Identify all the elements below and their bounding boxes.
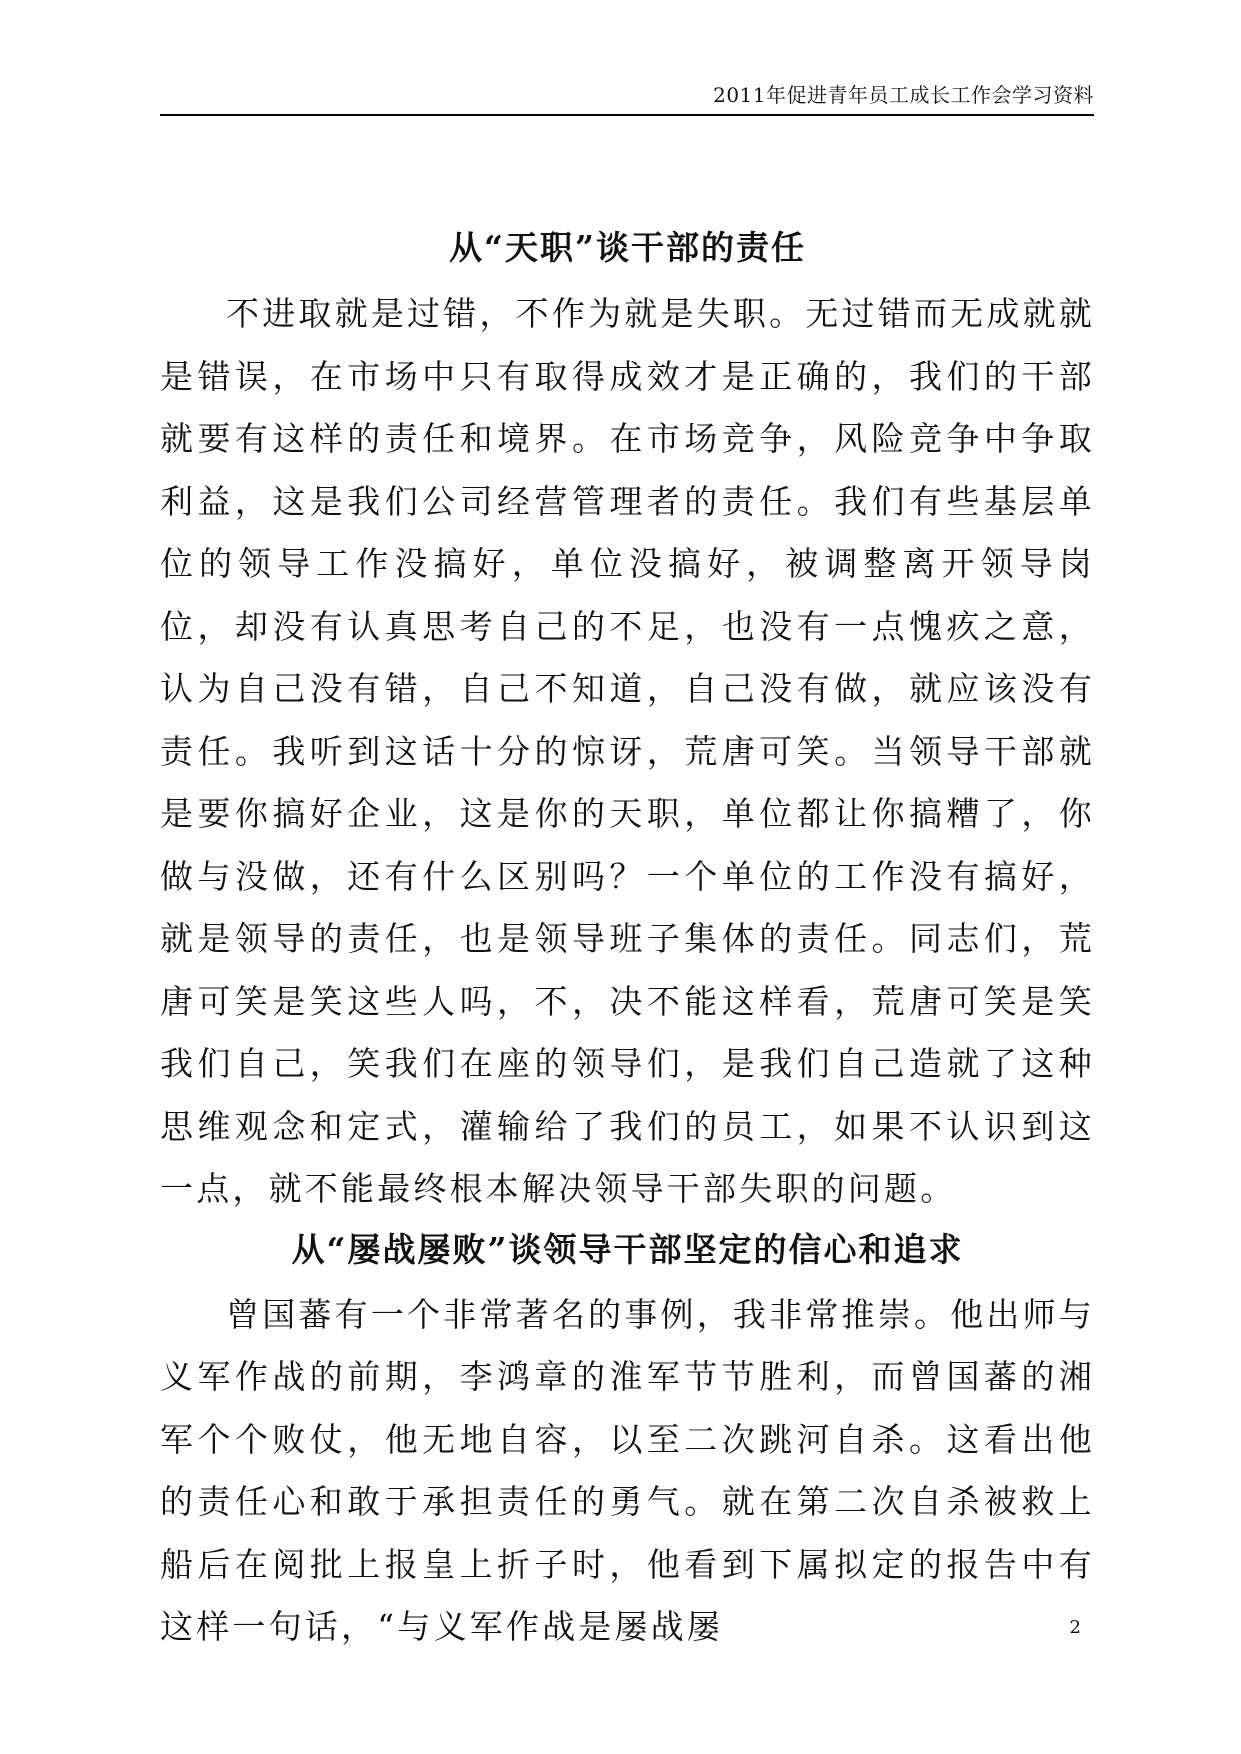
section-title-lvzhanlvbai: 从“屡战屡败”谈领导干部坚定的信心和追求 [291, 1229, 964, 1269]
section-paragraph-lvzhanlvbai: 曾国蕃有一个非常著名的事例，我非常推崇。他出师与义军作战的前期，李鸿章的淮军节节胜利，而曾国蕃的湘军个个败仗，他无地自容，以至二次跳河自杀。这看出他的责任心和敢于承担责任的勇气。就在第二次自杀被救上船后在阅批上报皇上折子时，他看到下属拟定的报告中有这样一句话，“与义军作战是屡战屡 [160, 1294, 1095, 1646]
page-header [160, 84, 1094, 116]
document-body [160, 228, 1095, 1659]
header-title: 2011年促进青年员工成长工作会学习资料 [713, 83, 1094, 107]
section-title-tianzhi: 从“天职”谈干部的责任 [449, 228, 806, 267]
section-paragraph-tianzhi: 不进取就是过错，不作为就是失职。无过错而无成就就是错误，在市场中只有取得成效才是正确的，我们的干部就要有这样的责任和境界。在市场竞争，风险竞争中争取利益，这是我们公司经营管理者的责任。我们有些基层单位的领导工作没搞好，单位没搞好，被调整离开领导岗位，却没有认真思考自己的不足，也没有一点愧疚之意，认为自己没有错，自己不知道，自己没有做，就应该没有责任。我听到这话十分的惊讶，荒唐可笑。当领导干部就是要你搞好企业，这是你的天职，单位都让你搞糟了，你做与没做，还有什么区别吗？一个单位的工作没有搞好，就是领导的责任，也是领导班子集体的责任。同志们，荒唐可笑是笑这些人吗，不，决不能这样看，荒唐可笑是笑我们自己，笑我们在座的领导们，是我们自己造就了这种思维观念和定式，灌输给了我们的员工，如果不认识到这一点，就不能最终根本解决领导干部失职的问题。 [160, 294, 1095, 1208]
page-number: 2 [1069, 1617, 1081, 1638]
